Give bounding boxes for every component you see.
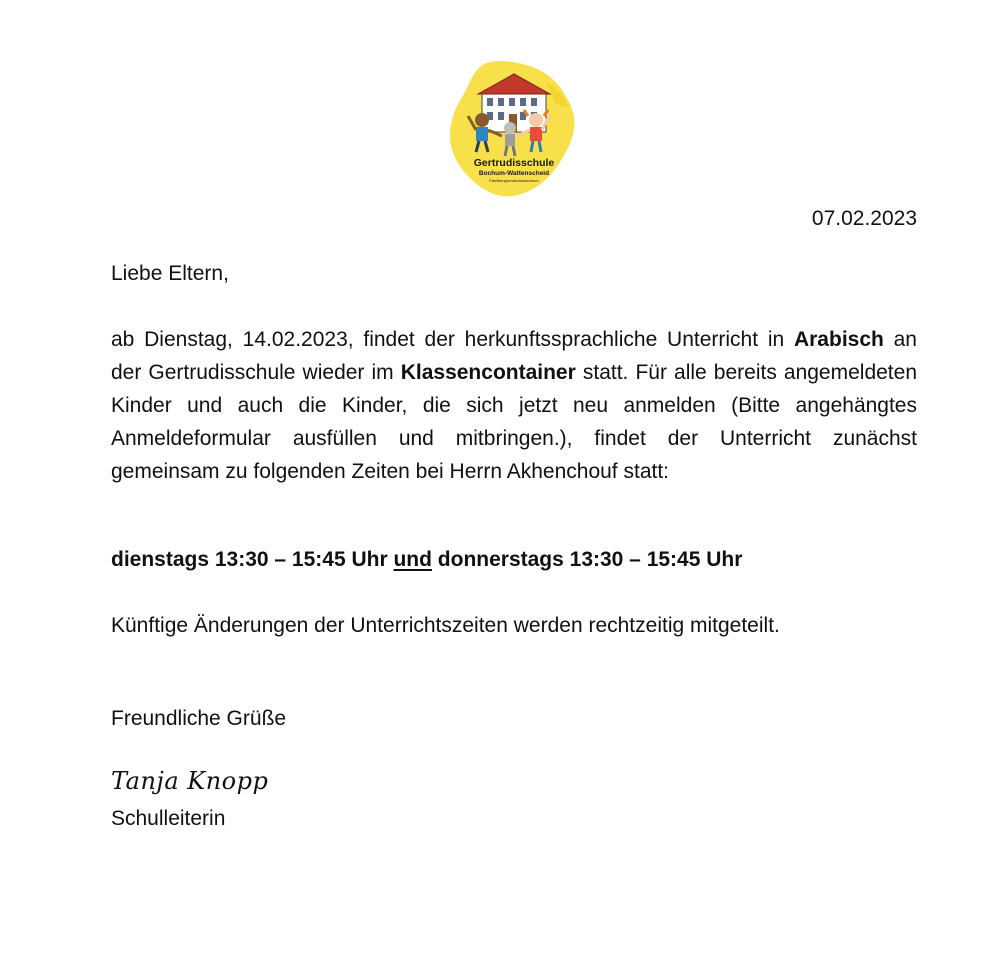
logo-subtitle: Bochum-Wattenscheid: [478, 170, 550, 177]
schedule-tuesday: dienstags 13:30 – 15:45 Uhr: [111, 548, 394, 571]
location-container: Klassencontainer: [400, 361, 576, 384]
letter-date: 07.02.2023: [811, 207, 917, 230]
schedule-line: [111, 546, 742, 574]
greeting: Liebe Eltern,: [111, 262, 229, 285]
schedule-thursday: donnerstags 13:30 – 15:45 Uhr: [431, 548, 743, 571]
logo-name: Gertrudisschule: [473, 157, 555, 169]
schedule-connector: und: [393, 548, 432, 571]
school-logo: [446, 56, 578, 202]
changes-notice: Künftige Änderungen der Unterrichtszeiten werden rechtzeitig mitgeteilt.: [111, 614, 780, 637]
closing-salutation: Freundliche Grüße: [111, 707, 287, 730]
body-paragraph: [111, 323, 917, 488]
language-arabic: Arabisch: [793, 328, 884, 351]
signature: Tanja Knopp: [111, 767, 269, 795]
body-text-3: statt. Für alle bereits angemeldeten Kinder und auch die Kinder, die sich jetzt neu anmelden (Bitte angehängtes Anmeldeformular ausfüllen und mitbringen.), findet der Unterricht zunächst gemeinsam zu folgenden Zeiten bei Herrn Akhenchouf statt:: [111, 361, 917, 483]
signer-role: Schulleiterin: [111, 807, 226, 830]
body-text-2: an der Gertrudisschule wieder im: [111, 328, 917, 384]
logo-tagline: Familiengrundschulzentrum: [489, 178, 539, 183]
body-text-1: ab Dienstag, 14.02.2023, findet der herkunftssprachliche Unterricht in: [111, 328, 794, 351]
school-logo-graphic: [446, 56, 578, 202]
